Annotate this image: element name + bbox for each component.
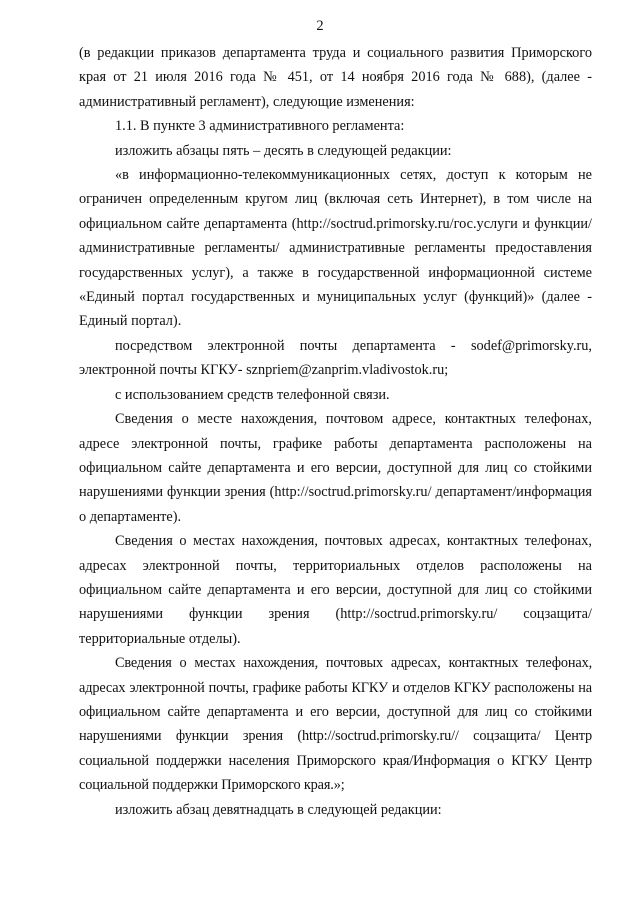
paragraph-instruction-19: изложить абзац девятнадцать в следующей редакции: bbox=[115, 801, 442, 818]
paragraph-instruction-5-10: изложить абзацы пять – десять в следующей редакции: bbox=[115, 142, 452, 159]
paragraph-territorial-offices: Сведения о местах нахождения, почтовых адресах, контактных телефонах, адресах электронной почты, территориальных отделов расположены на официальном сайте департамента и его версии, доступной для лиц со стойкими нарушениями функции зрения (http://soctrud.primorsky.ru/ соцзащита/территориальные отделы). bbox=[79, 533, 592, 647]
paragraph-clause-heading: 1.1. В пункте 3 административного регламента: bbox=[115, 118, 405, 135]
document-body bbox=[79, 41, 592, 822]
paragraph-kgku-info: Сведения о местах нахождения, почтовых адресах, контактных телефонах, адресах электронной почты, графике работы КГКУ и отделов КГКУ расположены на официальном сайте департамента и его версии, доступной для лиц со стойкими нарушениями функции зрения (http://soctrud.primorsky.ru// соцзащита/ Центр социальной поддержки населения Приморского края/Информация о КГКУ Центр социальной поддержки Приморского края.»; bbox=[79, 655, 592, 794]
page-number: 2 bbox=[316, 18, 324, 34]
paragraph-internet-sources: «в информационно-телекоммуникационных сетях, доступ к которым не ограничен определенным кругом лиц (включая сеть Интернет), в том числе на официальном сайте департамента (http://soctrud.primorsky.ru/гос.услуги и функции/административные регламенты/ административные регламенты предоставления государственных услуг), а также в государственной информационной системе «Единый портал государственных и муниципальных услуг (функций)» (далее - Единый портал). bbox=[79, 167, 592, 330]
paragraph-telephone: с использованием средств телефонной связи. bbox=[115, 386, 390, 403]
paragraph-amendment-intro: (в редакции приказов департамента труда и социального развития Приморского края от 21 июля 2016 года № 451, от 14 ноября 2016 года № 688), (далее - административный регламент), следующие изменения: bbox=[79, 45, 592, 110]
paragraph-email-contacts: посредством электронной почты департамента - sodef@primorsky.ru, электронной почты КГКУ- sznpriem@zanprim.vladivostok.ru; bbox=[79, 337, 592, 379]
paragraph-department-info: Сведения о месте нахождения, почтовом адресе, контактных телефонах, адресе электронной почты, графике работы департамента расположены на официальном сайте департамента и его версии, доступной для лиц со стойкими нарушениями функции зрения (http://soctrud.primorsky.ru/ департамент/информация о департаменте). bbox=[79, 411, 592, 525]
